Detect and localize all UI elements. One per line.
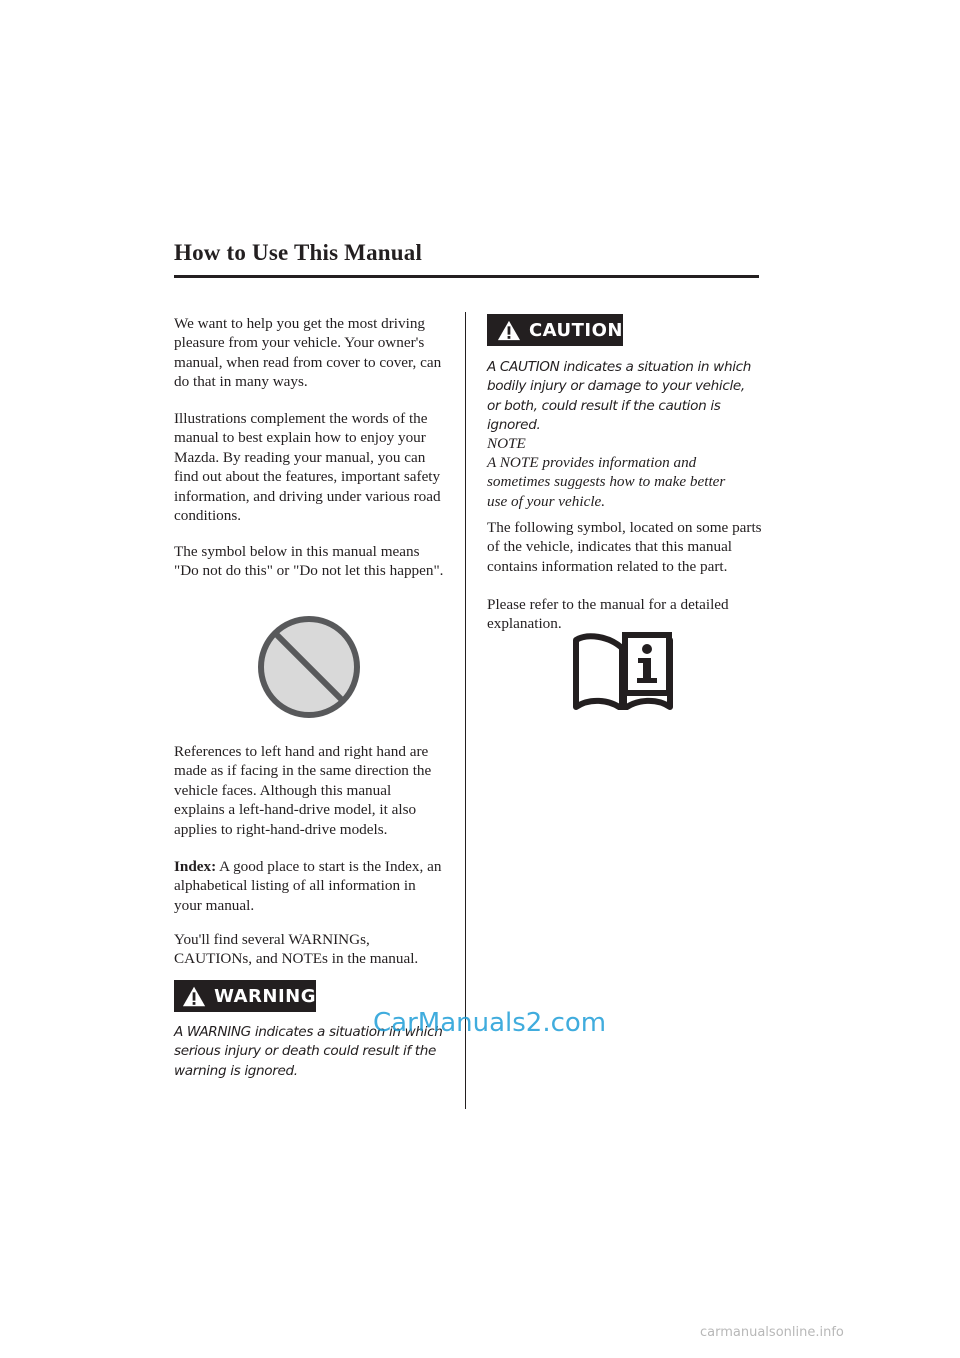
several-paragraph: You'll find several WARNINGs, CAUTIONs, and NOTEs in the manual. [174,931,419,968]
watermark: CarManuals2.com [373,1008,607,1038]
index-paragraph [174,857,446,915]
refer-paragraph: Please refer to the manual for a detailed explanation. [487,596,729,633]
warning-triangle-icon [182,985,206,1008]
caution-triangle-icon [497,319,521,342]
note-label: NOTE [487,435,526,452]
column-divider [465,312,466,1109]
caution-text: A CAUTION indicates a situation in which bodily injury or damage to your vehicle, or both, could result if the caution is ignored. [487,359,752,434]
caution-label: CAUTION [528,319,623,341]
manual-info-icon [573,630,673,710]
note-text: A NOTE provides information and sometimes suggests how to make better use of your vehicle. [487,454,726,510]
caution-badge [487,314,623,346]
warning-text: A WARNING indicates a situation in which serious injury or death could result if the warning is ignored. [174,1024,443,1079]
footer-link[interactable]: carmanualsonline.info [700,1325,844,1340]
references-paragraph: References to left hand and right hand are made as if facing in the same direction the vehicle faces. Although this manual explains a left-hand-drive model, it also applies to right-hand-drive models. [174,743,432,838]
symbol-meaning-paragraph: The symbol below in this manual means "Do not do this" or "Do not let this happen". [174,543,444,580]
warning-badge [174,980,316,1012]
page-title: How to Use This Manual [174,240,423,265]
title-rule [174,275,759,278]
index-text: A good place to start is the Index, an alphabetical listing of all information in your manual. [174,858,442,914]
vehicle-symbol-paragraph: The following symbol, located on some parts of the vehicle, indicates that this manual contains information related to the part. [487,519,762,575]
warning-label: WARNING [214,985,316,1007]
illustrations-paragraph: Illustrations complement the words of the manual to best explain how to enjoy your Mazda. By reading your manual, you can find out about the features, important safety information, and driving under various road conditions. [174,410,441,525]
index-label: Index: [174,858,217,875]
prohibited-icon [257,615,361,719]
intro-paragraph: We want to help you get the most driving pleasure from your vehicle. Your owner's manual, when read from cover to cover, can do that in many ways. [174,315,442,391]
